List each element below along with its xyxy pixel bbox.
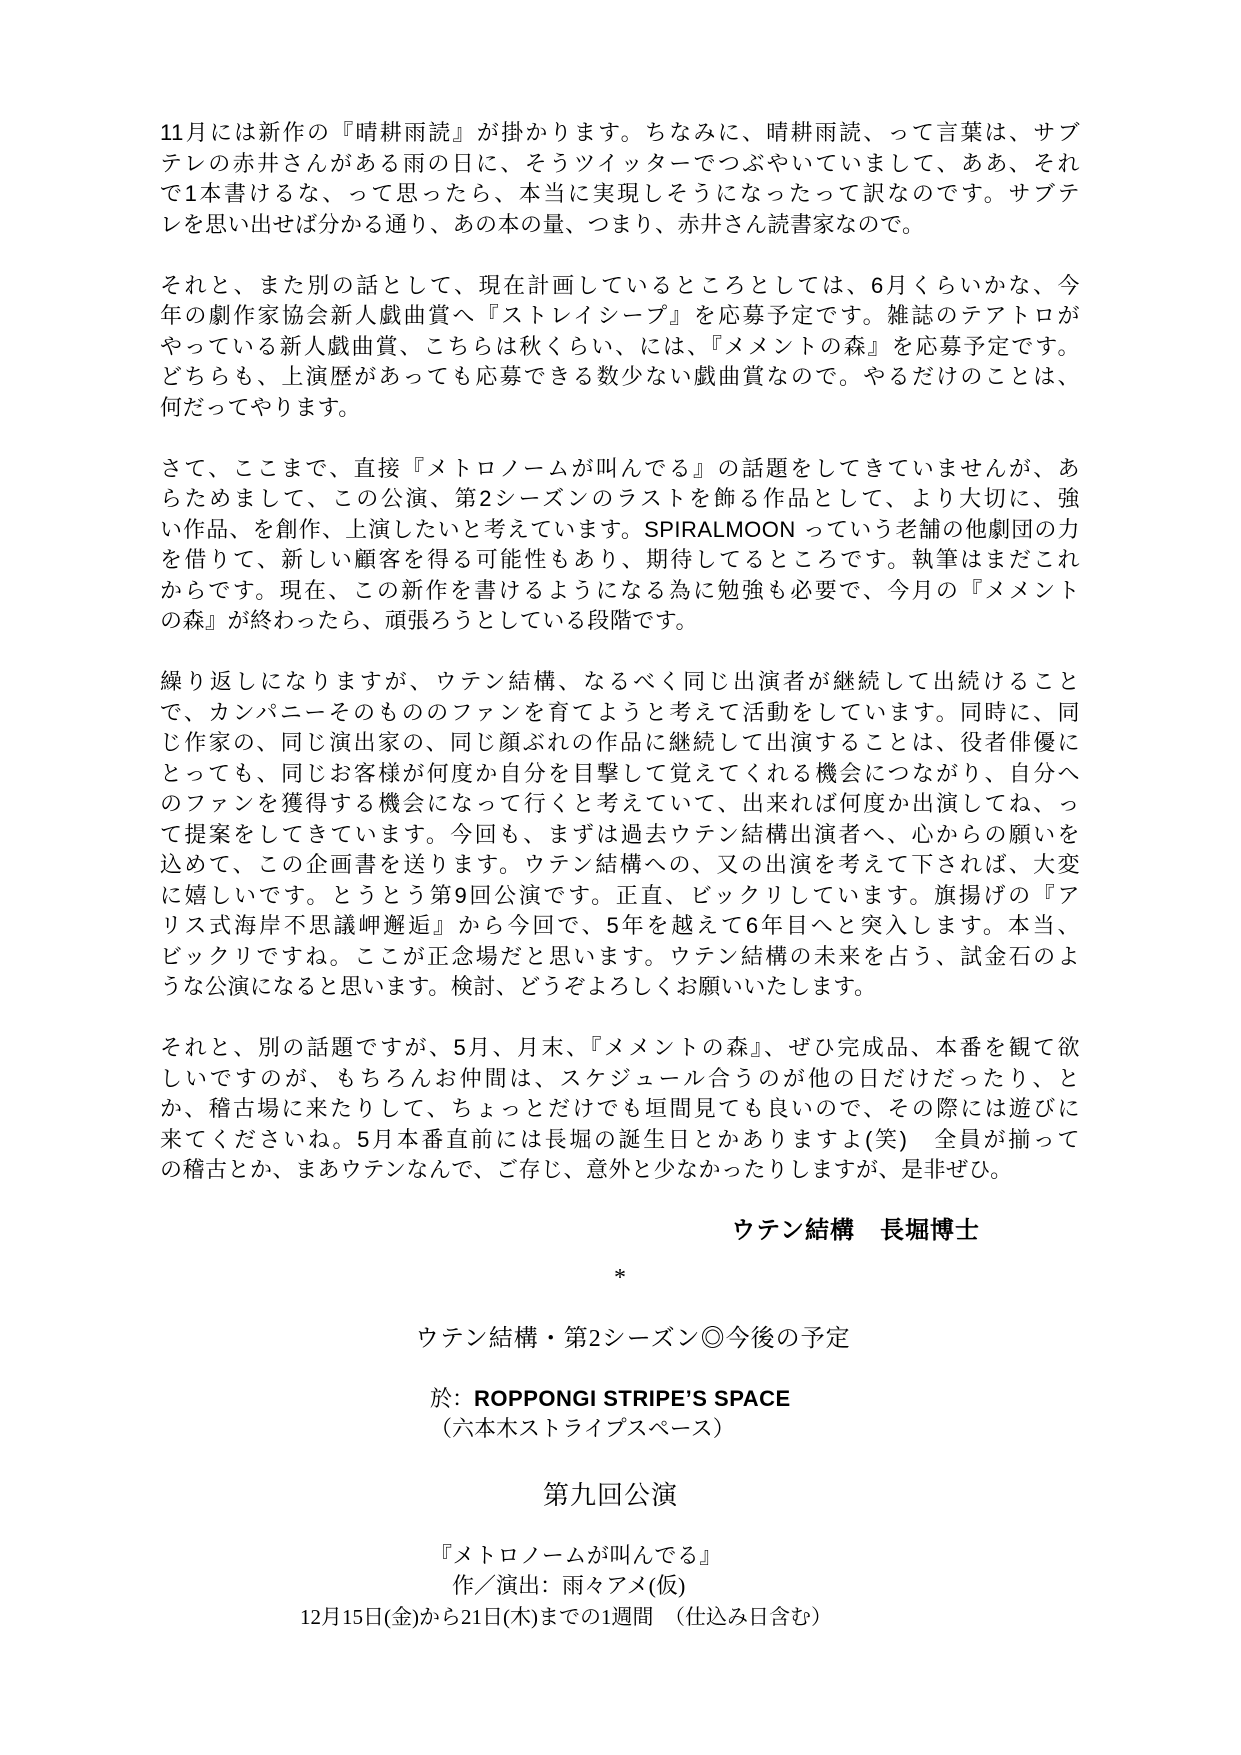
text-line: やっている新人戯曲賞、こちらは秋くらい、には、『メメントの森』を応募予定です。: [160, 333, 1080, 359]
venue-japanese: （六本木ストライプスペース）: [430, 1416, 735, 1441]
schedule-section: [0, 1324, 1241, 1632]
text-line: で、カンパニーそのもののファンを育てようと考えて活動をしています。同時に、同: [160, 699, 1080, 725]
text-line: レを思い出せば分かる通り、あの本の量、つまり、赤井さん読書家なので。: [160, 211, 925, 237]
text-line: で1本書けるな、って思ったら、本当に実現しそうになったって訳なのです。サブテ: [160, 181, 1080, 206]
text-line: 11月には新作の『晴耕雨読』が掛かります。ちなみに、晴耕雨読、って言葉は、サブ: [160, 120, 1080, 145]
paragraph: [160, 118, 1080, 240]
text-line: うな公演になると思います。検討、どうぞよろしくお願いいたします。: [160, 974, 877, 999]
text-line: 来てくださいね。5月本番直前には長堀の誕生日とかありますよ(笑) 全員が揃って: [160, 1126, 1080, 1152]
text-line: て提案をしてきています。今回も、まずは過去ウテン結構出演者へ、心からの願いを: [160, 821, 1080, 847]
text-line: 年の劇作家協会新人戯曲賞へ『ストレイシープ』を応募予定です。雑誌のテアトロが: [160, 303, 1080, 328]
asterisk-separator: *: [614, 1264, 626, 1291]
text-line: 何だってやります。: [160, 394, 361, 420]
text-line: しいですのが、もちろんお仲間は、スケジュール合うのが他の日だけだったり、と: [160, 1065, 1080, 1091]
text-line: テレの赤井さんがある雨の日に、そうツイッターでつぶやいていまして、ああ、それ: [160, 150, 1080, 176]
credits-line: 作／演出：雨々アメ(仮): [452, 1573, 686, 1598]
text-line: とっても、同じお客様が何度か自分を目撃して覚えてくれる機会につながり、自分へ: [160, 760, 1080, 786]
venue-line: [430, 1384, 1241, 1415]
paragraph: [160, 271, 1080, 424]
venue-name: ROPPONGI STRIPE’S SPACE: [474, 1385, 791, 1411]
text-line: い作品、を創作、上演したいと考えています。SPIRALMOON っていう老舗の他劇団の力: [160, 516, 1080, 542]
paragraph: [160, 667, 1080, 1003]
play-title: 『メトロノームが叫んでる』: [430, 1542, 722, 1568]
text-line: ビックリですね。ここが正念場だと思います。ウテン結構の未来を占う、試金石のよ: [160, 943, 1080, 969]
text-line: らためまして、この公演、第2シーズンのラストを飾る作品として、より大切に、強: [160, 486, 1080, 511]
text-line: それと、別の話題ですが、5月、月末、『メメントの森』、ぜひ完成品、本番を観て欲: [160, 1035, 1080, 1060]
text-line: リス式海岸不思議岬邂逅』から今回で、5年を越えて6年目へと突入します。本当、: [160, 913, 1080, 938]
performance-number: 第九回公演: [543, 1480, 679, 1510]
text-line: それと、また別の話として、現在計画しているところとしては、6月くらいかな、今: [160, 272, 1080, 298]
paragraph: [160, 1033, 1080, 1186]
text-line: の稽古とか、まあウテンなんで、ご存じ、意外と少なかったりしますが、是非ぜひ。: [160, 1157, 1013, 1182]
dates-line: 12月15日(金)から21日(木)までの1週間 （仕込み日含む）: [300, 1604, 832, 1629]
text-line: 繰り返しになりますが、ウテン結構、なるべく同じ出演者が継続して出続けること: [160, 669, 1080, 694]
text-line: を借りて、新しい顧客を得る可能性もあり、期待してるところです。執筆はまだこれ: [160, 547, 1080, 572]
paragraph: [160, 454, 1080, 637]
signature: ウテン結構 長堀博士: [731, 1217, 980, 1244]
text-line: 込めて、この企画書を送ります。ウテン結構への、又の出演を考えて下されば、大変: [160, 852, 1080, 877]
text-line: の森』が終わったら、頑張ろうとしている段階です。: [160, 608, 699, 633]
text-line: からです。現在、この新作を書けるようになる為に勉強も必要で、今月の『メメント: [160, 577, 1080, 603]
text-line: のファンを獲得する機会になって行くと考えていて、出来れば何度か出演してね、っ: [160, 791, 1080, 816]
text-line: に嬉しいです。とうとう第9回公演です。正直、ビックリしています。旗揚げの『ア: [160, 882, 1080, 908]
text-line: か、稽古場に来たりして、ちょっとだけでも垣間見ても良いので、その際には遊びに: [160, 1096, 1080, 1121]
text-line: どちらも、上演歴があっても応募できる数少ない戯曲賞なので。やるだけのことは、: [160, 364, 1080, 389]
schedule-title: ウテン結構・第2シーズン◎今後の予定: [415, 1326, 851, 1352]
venue-prefix: 於：: [430, 1385, 475, 1411]
text-line: さて、ここまで、直接『メトロノームが叫んでる』の話題をしてきていませんが、あ: [160, 455, 1080, 481]
text-line: じ作家の、同じ演出家の、同じ顔ぶれの作品に継続して出演することは、役者俳優に: [160, 730, 1080, 755]
